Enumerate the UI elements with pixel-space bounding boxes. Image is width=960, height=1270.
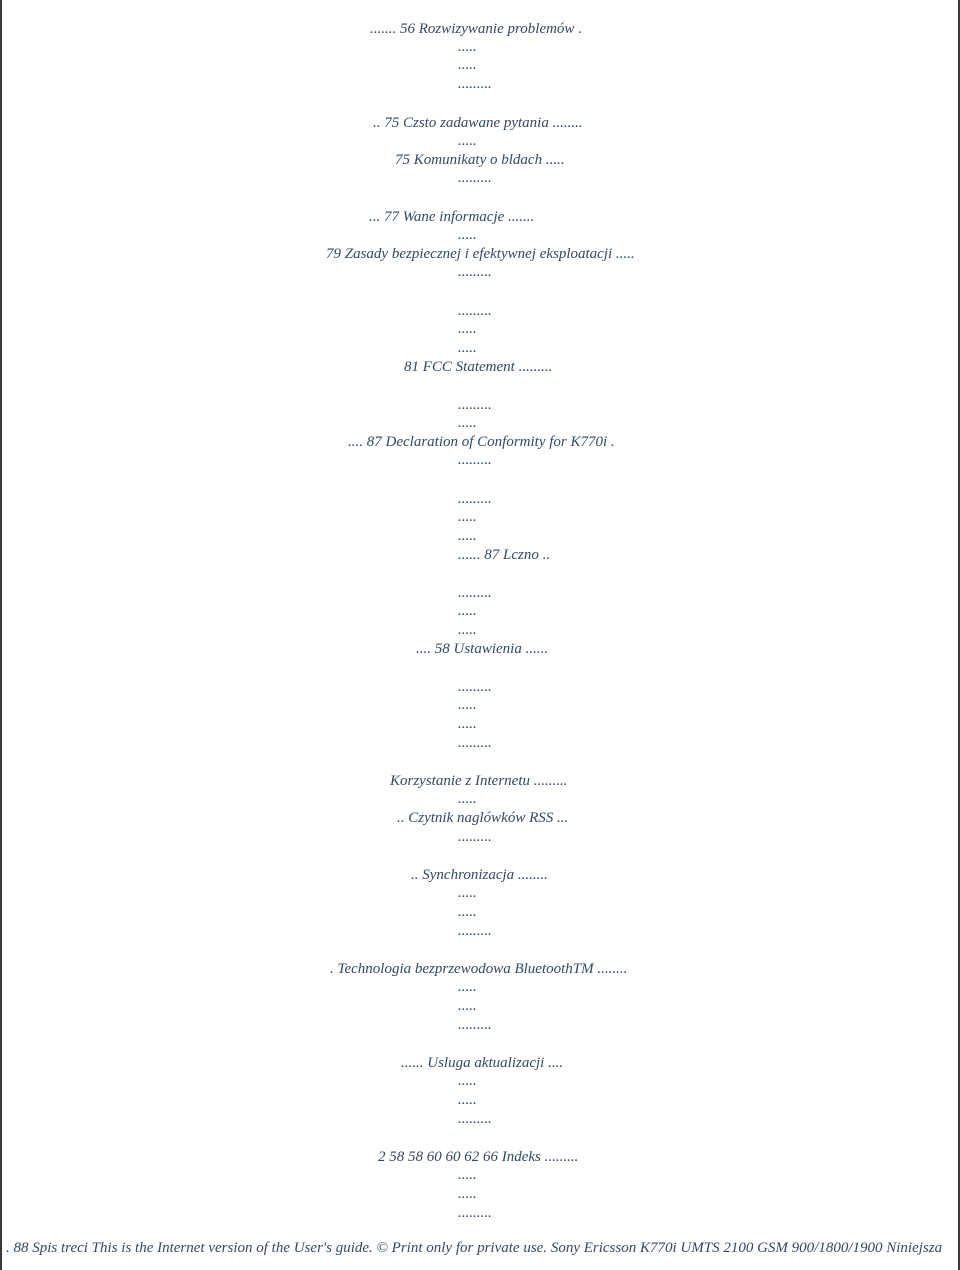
toc-line: ..... — [458, 791, 477, 807]
toc-line: ..... — [458, 979, 477, 995]
toc-line: ......... — [458, 585, 492, 601]
toc-line: ..... — [458, 57, 477, 73]
toc-line: ... 77 Wane informacje ....... — [369, 209, 535, 225]
toc-line: ..... — [458, 528, 477, 544]
toc-line: ..... — [458, 622, 477, 638]
toc-line: ......... — [458, 1205, 492, 1221]
toc-line: 79 Zasady bezpiecznej i efektywnej eksploatacji ..... — [326, 246, 635, 262]
toc-line: .. Synchronizacja ........ — [411, 867, 548, 883]
toc-line: ..... — [458, 697, 477, 713]
toc-line: ....... 56 Rozwizywanie problemów . — [370, 21, 582, 37]
toc-line: 2 58 58 60 60 62 66 Indeks ......... — [378, 1149, 579, 1165]
toc-line: ......... — [458, 452, 492, 468]
toc-line: ......... — [458, 491, 492, 507]
toc-line: .... 58 Ustawienia ...... — [416, 641, 549, 657]
toc-line: ......... — [458, 170, 492, 186]
toc-line: .. Czytnik naglówków RSS ... — [397, 810, 569, 826]
toc-line: .. 75 Czsto zadawane pytania ........ — [373, 115, 583, 131]
toc-line: ......... — [458, 303, 492, 319]
page-left-border — [0, 0, 2, 1270]
toc-line: . Technologia bezprzewodowa BluetoothTM ........ — [330, 961, 628, 977]
toc-line: ..... — [458, 227, 477, 243]
toc-line: ..... — [458, 603, 477, 619]
toc-line: ..... — [458, 1073, 477, 1089]
toc-line: ..... — [458, 39, 477, 55]
toc-line: ..... — [458, 415, 477, 431]
toc-line: ..... — [458, 904, 477, 920]
toc-line: ......... — [458, 735, 492, 751]
toc-line: ..... — [458, 340, 477, 356]
toc-line: 81 FCC Statement ......... — [404, 359, 553, 375]
toc-line: ..... — [458, 1167, 477, 1183]
toc-line: ......... — [458, 397, 492, 413]
toc-line: ..... — [458, 133, 477, 149]
toc-line: Korzystanie z Internetu ......... — [390, 773, 568, 789]
toc-line: ......... — [458, 829, 492, 845]
toc-line: ...... Usluga aktualizacji .... — [401, 1055, 564, 1071]
toc-line: ..... — [458, 1186, 477, 1202]
footer-line: . 88 Spis treci This is the Internet version of the User's guide. © Print only for private use. Sony Ericsson K770i UMTS 2100 GSM 900/1800/1900 Niniejsza — [6, 1240, 943, 1256]
toc-line: ......... — [458, 1111, 492, 1127]
toc-line: ..... — [458, 885, 477, 901]
toc-line: 75 Komunikaty o bldach ..... — [395, 152, 565, 168]
toc-line: .... 87 Declaration of Conformity for K770i . — [348, 434, 615, 450]
toc-line: ..... — [458, 321, 477, 337]
toc-line: ......... — [458, 76, 492, 92]
toc-line: ...... 87 Lczno .. — [458, 547, 551, 563]
toc-line: ..... — [458, 716, 477, 732]
toc-line: ..... — [458, 509, 477, 525]
toc-line: ......... — [458, 264, 492, 280]
toc-line: ......... — [458, 1017, 492, 1033]
toc-line: ......... — [458, 923, 492, 939]
toc-line: ......... — [458, 679, 492, 695]
toc-line: ..... — [458, 998, 477, 1014]
toc-line: ..... — [458, 1092, 477, 1108]
